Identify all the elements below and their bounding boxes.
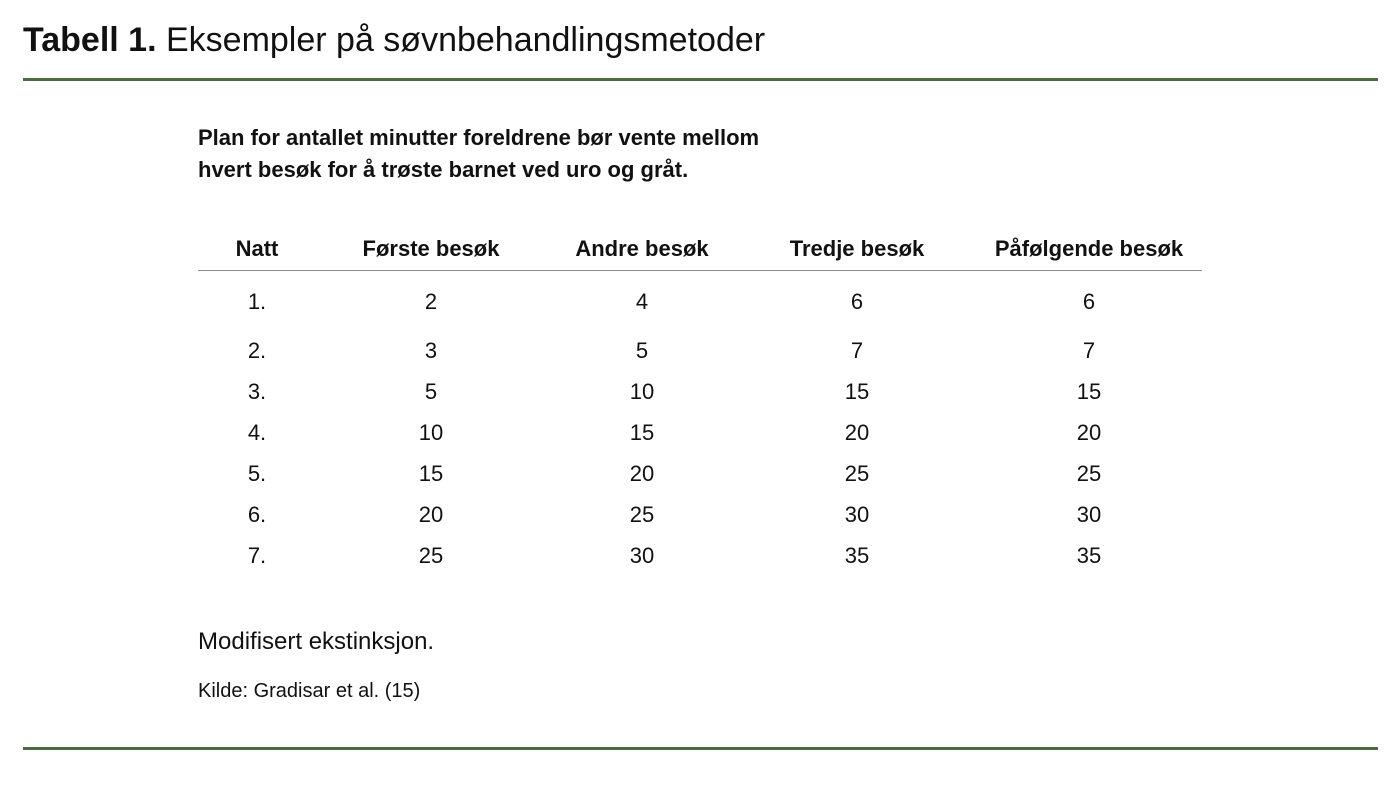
table-row xyxy=(198,535,1202,576)
table-cell: 15 xyxy=(844,378,870,404)
table-cell: 30 xyxy=(844,501,870,527)
table-cell: 20 xyxy=(1076,419,1102,445)
table-row xyxy=(198,271,1202,331)
table-row xyxy=(198,494,1202,535)
table-cell: 7 xyxy=(850,337,864,363)
table-row xyxy=(198,330,1202,371)
header-andre-besok: Andre besøk xyxy=(546,228,738,271)
table-cell: 30 xyxy=(1076,501,1102,527)
table-cell: 35 xyxy=(1076,542,1102,568)
table-number-label: Tabell 1. xyxy=(23,21,157,59)
subtitle-line-1: Plan for antallet minutter foreldrene bør vente mellom xyxy=(198,125,760,150)
header-tredje-besok: Tredje besøk xyxy=(738,228,976,271)
table-cell: 25 xyxy=(629,501,655,527)
table-row xyxy=(198,453,1202,494)
table-cell: 2. xyxy=(247,337,267,363)
table-cell: 30 xyxy=(629,542,655,568)
header-natt: Natt xyxy=(198,228,316,271)
table-cell: 20 xyxy=(844,419,870,445)
table-cell: 25 xyxy=(1076,460,1102,486)
table-cell: 5 xyxy=(424,378,438,404)
table-cell: 3. xyxy=(247,378,267,404)
table-cell: 2 xyxy=(424,288,438,314)
source-citation: Kilde: Gradisar et al. (15) xyxy=(198,680,421,702)
table-row xyxy=(198,412,1202,453)
table-cell: 10 xyxy=(418,419,444,445)
table-cell: 4 xyxy=(635,288,649,314)
header-forste-besok: Første besøk xyxy=(316,228,546,271)
table-cell: 10 xyxy=(629,378,655,404)
table-cell: 15 xyxy=(1076,378,1102,404)
bottom-divider xyxy=(23,747,1378,750)
table-cell: 15 xyxy=(629,419,655,445)
table-cell: 7 xyxy=(1082,337,1096,363)
table-cell: 25 xyxy=(844,460,870,486)
table-cell: 35 xyxy=(844,542,870,568)
table-header-row xyxy=(198,228,1202,271)
top-divider xyxy=(23,78,1378,81)
table-cell: 3 xyxy=(424,337,438,363)
header-pafolgende-besok: Påfølgende besøk xyxy=(976,228,1202,271)
table-cell: 5 xyxy=(635,337,649,363)
table-cell: 25 xyxy=(418,542,444,568)
table-title xyxy=(23,18,765,62)
table-cell: 4. xyxy=(247,419,267,445)
table-cell: 20 xyxy=(418,501,444,527)
table-cell: 6 xyxy=(850,288,864,314)
table-title-text: Eksempler på søvnbehandlingsmetoder xyxy=(165,21,766,59)
table-subtitle xyxy=(198,122,898,186)
schedule-table xyxy=(198,228,1202,576)
table-cell: 6. xyxy=(247,501,267,527)
table-cell: 20 xyxy=(629,460,655,486)
method-note: Modifisert ekstinksjon. xyxy=(198,628,435,655)
subtitle-line-2: hvert besøk for å trøste barnet ved uro og gråt. xyxy=(198,157,689,182)
table-cell: 7. xyxy=(247,542,267,568)
table-row xyxy=(198,371,1202,412)
table-cell: 1. xyxy=(247,288,267,314)
table-cell: 15 xyxy=(418,460,444,486)
table-cell: 6 xyxy=(1082,288,1096,314)
table-cell: 5. xyxy=(247,460,267,486)
